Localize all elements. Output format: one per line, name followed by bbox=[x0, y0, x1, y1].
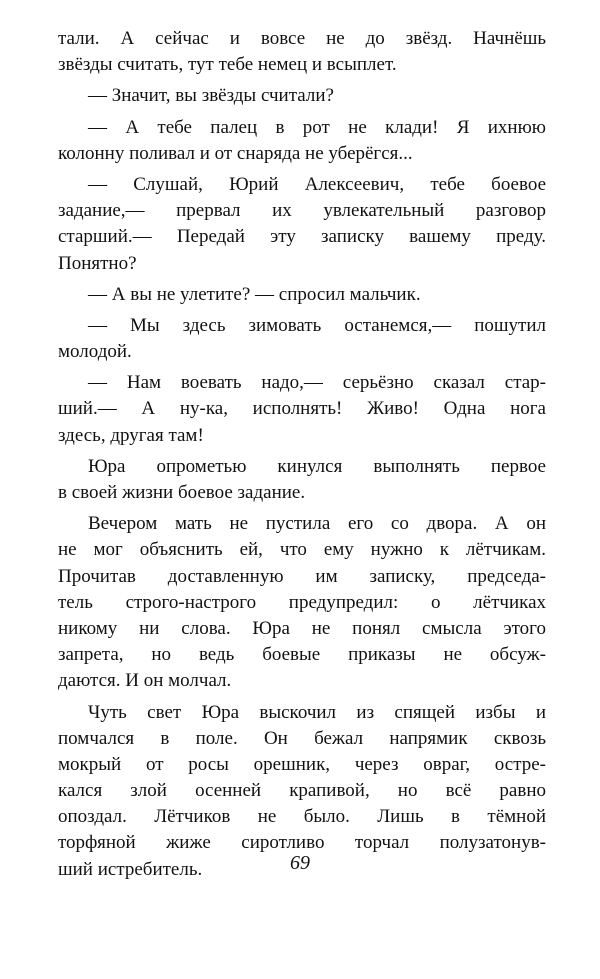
text-line: ший.— А ну-ка, исполнять! Живо! Одна нога bbox=[58, 398, 546, 420]
text-line: — Мы здесь зимовать останемся,— пошутил bbox=[88, 314, 546, 336]
text-line: колонну поливал и от снаряда не уберёгся... bbox=[58, 142, 413, 164]
text-line: — Значит, вы звёзды считали? bbox=[88, 85, 334, 107]
text-line: тали. А сейчас и вовсе не до звёзд. Начнёшь bbox=[58, 28, 546, 49]
text-line: даются. И он молчал. bbox=[58, 670, 232, 692]
text-line: задание,— прервал их увлекательный разговор bbox=[58, 200, 546, 222]
text-line: Юра опрометью кинулся выполнять первое bbox=[88, 455, 546, 477]
text-line: здесь, другая там! bbox=[58, 424, 204, 446]
text-line: Чуть свет Юра выскочил из спящей избы и bbox=[88, 701, 546, 723]
text-line: звёзды считать, тут тебе немец и всыплет. bbox=[58, 54, 397, 76]
text-line: помчался в поле. Он бежал напрямик сквозь bbox=[58, 727, 546, 749]
text-line: торфяной жиже сиротливо торчал полузатонув- bbox=[58, 832, 546, 854]
text-line: ший истребитель. bbox=[58, 858, 203, 880]
text-line: — Слушай, Юрий Алексеевич, тебе боевое bbox=[88, 173, 546, 195]
text-line: в своей жизни боевое задание. bbox=[58, 482, 306, 503]
text-line: Вечером мать не пустила его со двора. А он bbox=[88, 513, 546, 535]
text-line: — А вы не улетите? — спросил мальчик. bbox=[88, 283, 421, 305]
text-line: мокрый от росы орешник, через овраг, остре- bbox=[58, 753, 546, 775]
text-line: запрета, но ведь боевые приказы не обсуж- bbox=[58, 644, 546, 666]
text-line: — Нам воевать надо,— серьёзно сказал стар- bbox=[88, 372, 546, 394]
page-text bbox=[58, 26, 546, 883]
text-line: — А тебе палец в рот не клади! Я ихнюю bbox=[88, 116, 546, 138]
text-line: не мог объяснить ей, что ему нужно к лётчикам. bbox=[58, 539, 546, 561]
text-line: старший.— Передай эту записку вашему преду. bbox=[58, 226, 546, 248]
text-line: кался злой осенней крапивой, но всё равно bbox=[58, 780, 546, 802]
page-number: 69 bbox=[290, 852, 310, 874]
text-line: молодой. bbox=[58, 341, 132, 363]
text-line: Прочитав доставленную им записку, председа- bbox=[58, 565, 546, 587]
text-line: тель строго-настрого предупредил: о лётчиках bbox=[58, 591, 546, 613]
text-line: Понятно? bbox=[58, 252, 137, 274]
text-line: опоздал. Лётчиков не было. Лишь в тёмной bbox=[58, 806, 546, 828]
text-line: никому ни слова. Юра не понял смысла этого bbox=[58, 617, 546, 639]
